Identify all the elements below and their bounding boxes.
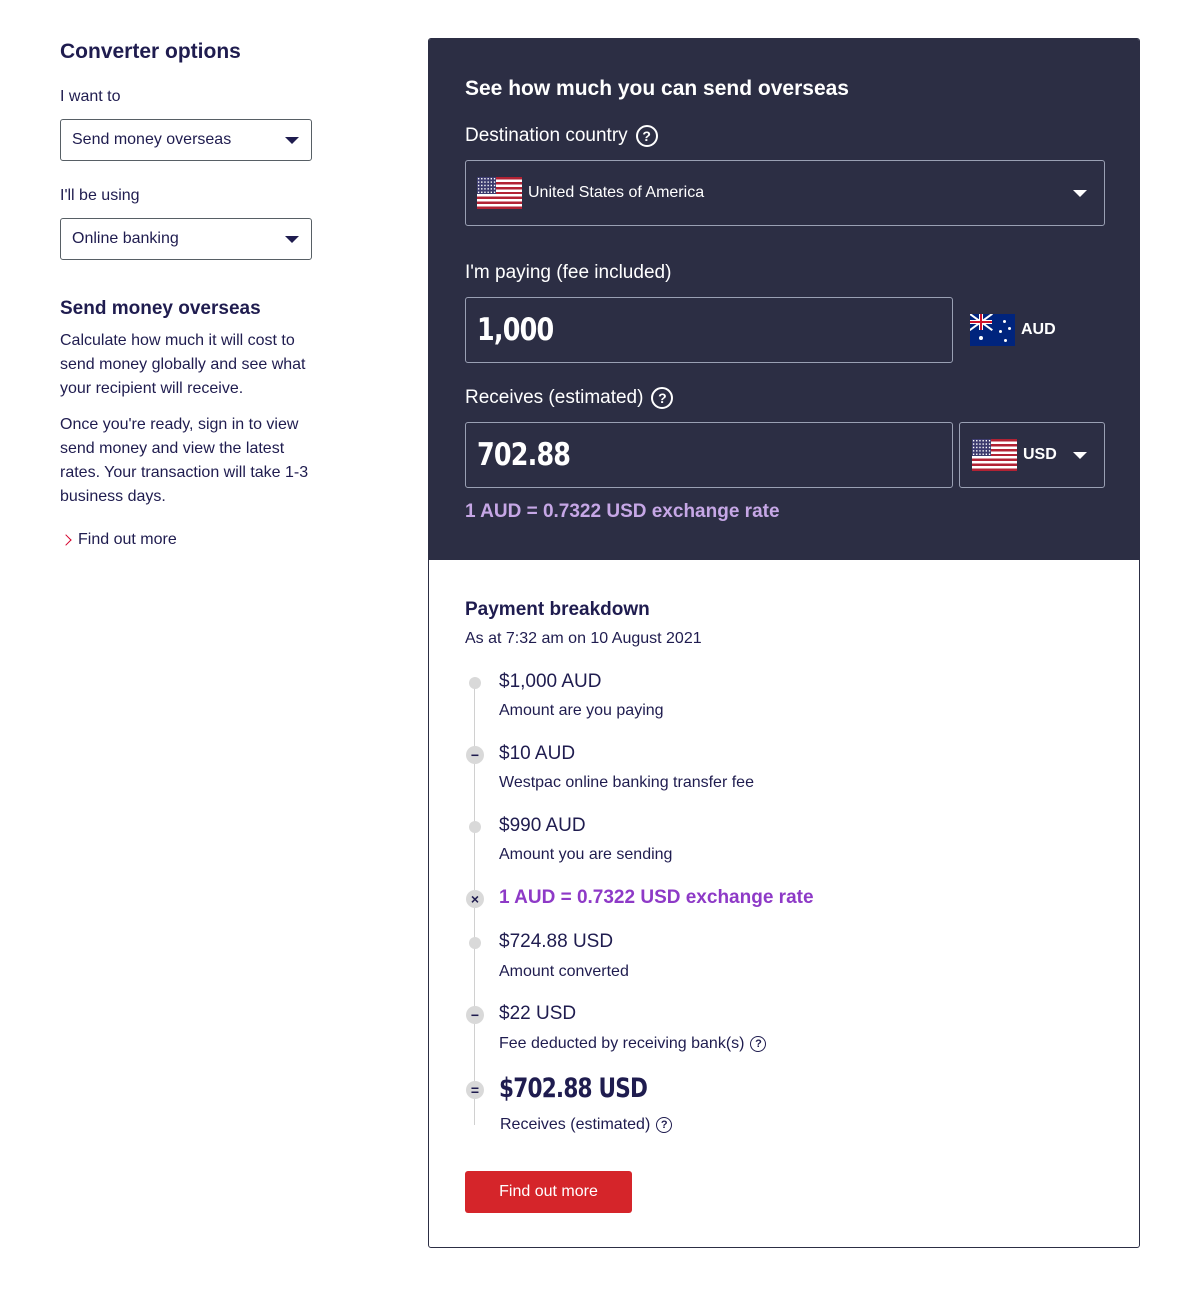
converter-options-title: Converter options xyxy=(60,40,241,63)
final-received-amount xyxy=(499,1073,684,1104)
final-received-amount-text: $702.88 USD xyxy=(499,1073,648,1104)
destination-label xyxy=(465,125,658,147)
help-icon[interactable]: ? xyxy=(656,1117,672,1133)
want-to-value: Send money overseas xyxy=(72,131,232,148)
destination-country-value: United States of America xyxy=(528,184,705,201)
destination-label-text: Destination country xyxy=(465,125,628,146)
dot-icon xyxy=(469,677,481,689)
step-description: Amount you are sending xyxy=(499,846,673,863)
step-amount: $1,000 AUD xyxy=(499,671,602,692)
calculator-input-panel xyxy=(429,39,1139,560)
converter-options-sidebar xyxy=(60,38,320,549)
step-amount: $10 AUD xyxy=(499,743,576,764)
want-to-label: I want to xyxy=(60,88,121,105)
step-amount: $724.88 USD xyxy=(499,931,614,952)
find-out-more-label: Find out more xyxy=(78,531,177,548)
step-exchange-rate: 1 AUD = 0.7322 USD exchange rate xyxy=(499,887,814,908)
help-icon[interactable]: ? xyxy=(750,1036,766,1052)
minus-icon: − xyxy=(466,1006,484,1024)
chevron-right-icon xyxy=(60,534,71,545)
chevron-down-icon xyxy=(1073,190,1087,197)
find-out-more-link[interactable] xyxy=(60,531,320,549)
receives-amount-input[interactable] xyxy=(465,422,953,488)
paying-currency-code: AUD xyxy=(1021,321,1056,338)
us-flag-icon xyxy=(972,439,1017,471)
receives-currency-select[interactable] xyxy=(959,422,1105,488)
destination-country-select[interactable] xyxy=(465,160,1105,226)
step-description-text: Receives (estimated) xyxy=(500,1116,651,1133)
help-icon[interactable]: ? xyxy=(636,125,658,147)
step-description-with-help xyxy=(500,1116,672,1134)
want-to-select[interactable] xyxy=(60,119,312,161)
intro-paragraph: Calculate how much it will cost to send money globally and see what your recipient will receive. xyxy=(60,332,306,397)
currency-calculator xyxy=(428,38,1140,1248)
send-money-heading: Send money overseas xyxy=(60,298,261,319)
exchange-rate-text: 1 AUD = 0.7322 USD exchange rate xyxy=(465,501,780,522)
paying-amount-input[interactable] xyxy=(465,297,953,363)
step-amount: $22 USD xyxy=(499,1003,577,1024)
paying-amount-value: 1,000 xyxy=(477,312,554,348)
chevron-down-icon xyxy=(1073,452,1087,459)
equals-icon: = xyxy=(466,1081,484,1099)
find-out-more-button[interactable]: Find out more xyxy=(465,1171,632,1213)
paying-label: I'm paying (fee included) xyxy=(465,262,672,283)
us-flag-icon xyxy=(477,177,522,209)
rate-timestamp: As at 7:32 am on 10 August 2021 xyxy=(465,630,702,647)
step-description: Amount converted xyxy=(499,963,629,980)
using-value: Online banking xyxy=(72,230,179,247)
step-description-with-help xyxy=(499,1035,766,1053)
receives-label-text: Receives (estimated) xyxy=(465,387,644,408)
multiply-icon: × xyxy=(466,890,484,908)
help-icon[interactable]: ? xyxy=(651,387,673,409)
step-description-text: Fee deducted by receiving bank(s) xyxy=(499,1035,745,1052)
payment-breakdown-title: Payment breakdown xyxy=(465,599,650,620)
chevron-down-icon xyxy=(285,137,299,144)
receives-currency-code: USD xyxy=(1023,446,1057,463)
step-description: Westpac online banking transfer fee xyxy=(499,774,754,791)
calculator-title: See how much you can send overseas xyxy=(465,77,849,100)
step-amount: $990 AUD xyxy=(499,815,586,836)
receives-label xyxy=(465,387,673,409)
using-label: I'll be using xyxy=(60,187,140,204)
minus-icon: − xyxy=(466,746,484,764)
dot-icon xyxy=(469,937,481,949)
paying-currency xyxy=(970,314,1056,346)
step-description: Amount are you paying xyxy=(499,702,664,719)
receives-amount-value: 702.88 xyxy=(477,437,571,473)
signin-paragraph: Once you're ready, sign in to view send money and view the latest rates. Your transaction will take 1-3 business days. xyxy=(60,416,309,505)
chevron-down-icon xyxy=(285,236,299,243)
australia-flag-icon xyxy=(970,314,1015,346)
using-select[interactable] xyxy=(60,218,312,260)
dot-icon xyxy=(469,821,481,833)
